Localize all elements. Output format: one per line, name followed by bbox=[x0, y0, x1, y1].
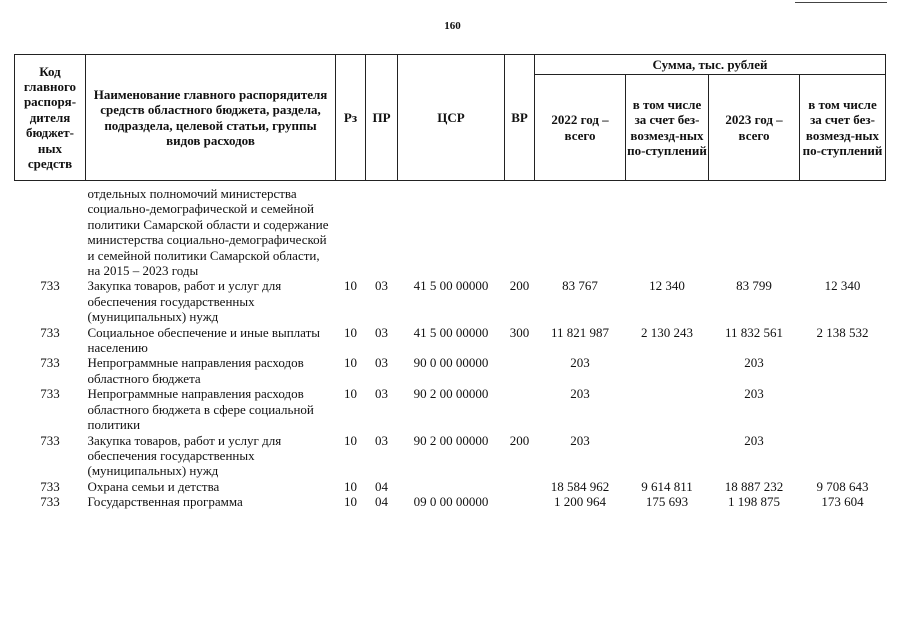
row-2022-total: 11 821 987 bbox=[550, 324, 610, 340]
row-2023-total: 203 bbox=[744, 355, 764, 371]
row-2023-total: 203 bbox=[744, 432, 764, 448]
row-2022-grants bbox=[626, 355, 709, 386]
row-csr: 90 2 00 00000 bbox=[413, 432, 489, 448]
row-csr: 90 0 00 00000 bbox=[413, 355, 489, 371]
row-name: Закупка товаров, работ и услуг для обеспечения государственных (муниципальных) нужд bbox=[87, 278, 282, 325]
row-rz: 10 bbox=[344, 355, 357, 371]
row-rz: 10 bbox=[344, 494, 357, 510]
row-2022-total: 203 bbox=[570, 355, 590, 371]
header-2023-grants: в том числе за счет без-возмезд-ных по-ступлений bbox=[800, 75, 886, 181]
row-2022-grants: 2 130 243 bbox=[641, 324, 693, 340]
row-vr: 200 bbox=[509, 432, 530, 448]
row-2023-grants bbox=[800, 386, 886, 432]
budget-table bbox=[14, 54, 886, 510]
row-vr: 200 bbox=[509, 278, 530, 294]
row-2022-total: 1 200 964 bbox=[554, 494, 606, 510]
header-code: Код главного распоря-дителя бюджет-ных средств bbox=[15, 55, 86, 181]
row-code: 733 bbox=[40, 324, 60, 340]
row-2022-grants bbox=[626, 433, 709, 479]
row-2023-total: 11 832 561 bbox=[724, 324, 784, 340]
row-code: 733 bbox=[40, 478, 60, 494]
row-code: 733 bbox=[40, 432, 60, 448]
row-2023-grants: 9 708 643 bbox=[816, 478, 869, 494]
continuation-text: отдельных полномочий министерства социально-демографической и семейной политики Самарской области и содержание министерства социально-демографической и семейной политики Самарской области, на 2015 – 2023 годы bbox=[87, 186, 329, 279]
row-2023-grants: 173 604 bbox=[821, 494, 864, 510]
row-2023-grants: 2 138 532 bbox=[816, 324, 869, 340]
row-rz: 10 bbox=[344, 324, 357, 340]
row-2023-total: 203 bbox=[744, 386, 764, 402]
row-vr bbox=[505, 355, 535, 386]
row-rz: 10 bbox=[344, 432, 357, 448]
top-rule bbox=[795, 2, 887, 3]
row-pr: 04 bbox=[375, 494, 388, 510]
row-name: Охрана семьи и детства bbox=[87, 478, 220, 494]
row-2023-total: 18 887 232 bbox=[724, 478, 784, 494]
table-row bbox=[15, 433, 886, 479]
row-rz: 10 bbox=[344, 478, 357, 494]
row-2022-total: 83 767 bbox=[562, 278, 598, 294]
row-vr bbox=[505, 479, 535, 494]
row-2022-grants: 175 693 bbox=[645, 494, 689, 510]
row-code: 733 bbox=[40, 278, 60, 294]
row-csr: 41 5 00 00000 bbox=[413, 278, 489, 294]
row-csr: 90 2 00 00000 bbox=[413, 386, 489, 402]
table-row bbox=[15, 479, 886, 494]
row-2022-grants: 9 614 811 bbox=[641, 478, 693, 494]
row-2023-total: 1 198 875 bbox=[728, 494, 780, 510]
row-code: 733 bbox=[40, 386, 60, 402]
header-pr: ПР bbox=[366, 55, 398, 181]
row-2023-grants: 12 340 bbox=[824, 278, 861, 294]
row-vr bbox=[505, 386, 535, 432]
header-vr: ВР bbox=[505, 55, 535, 181]
row-name: Непрограммные направления расходов областного бюджета в сфере социальной политики bbox=[87, 386, 314, 433]
header-name: Наименование главного распорядителя средств областного бюджета, раздела, подраздела, целевой статьи, группы видов расходов bbox=[86, 55, 336, 181]
page-number: 160 bbox=[444, 20, 461, 32]
table-row bbox=[15, 494, 886, 509]
row-pr: 04 bbox=[375, 478, 388, 494]
row-name: Непрограммные направления расходов областного бюджета bbox=[87, 355, 304, 386]
row-code: 733 bbox=[40, 355, 60, 371]
row-pr: 03 bbox=[375, 324, 388, 340]
row-csr bbox=[398, 479, 505, 494]
row-csr: 41 5 00 00000 bbox=[413, 324, 489, 340]
table-row bbox=[15, 278, 886, 324]
row-2022-total: 203 bbox=[570, 432, 590, 448]
table-row bbox=[15, 386, 886, 432]
table-row bbox=[15, 355, 886, 386]
row-2023-total: 83 799 bbox=[736, 278, 772, 294]
row-pr: 03 bbox=[375, 355, 388, 371]
row-2023-grants bbox=[800, 355, 886, 386]
row-2023-grants bbox=[800, 433, 886, 479]
row-name: Социальное обеспечение и иные выплаты населению bbox=[87, 324, 321, 356]
row-2022-total: 203 bbox=[570, 386, 590, 402]
continuation-row bbox=[15, 181, 886, 279]
row-rz: 10 bbox=[344, 278, 357, 294]
row-name: Государственная программа bbox=[87, 494, 243, 510]
table-header bbox=[15, 55, 886, 181]
table-row bbox=[15, 325, 886, 356]
row-rz: 10 bbox=[344, 386, 357, 402]
header-2022-total: 2022 год – всего bbox=[535, 75, 626, 181]
row-2022-grants bbox=[626, 386, 709, 432]
row-2022-grants: 12 340 bbox=[649, 278, 685, 294]
row-name: Закупка товаров, работ и услуг для обеспечения государственных (муниципальных) нужд bbox=[87, 432, 282, 479]
table-body bbox=[15, 181, 886, 510]
row-2022-total: 18 584 962 bbox=[550, 478, 610, 494]
header-sum: Сумма, тыс. рублей bbox=[535, 55, 886, 75]
header-csr: ЦСР bbox=[398, 55, 505, 181]
header-2022-grants: в том числе за счет без-возмезд-ных по-ступлений bbox=[626, 75, 709, 181]
row-csr: 09 0 00 00000 bbox=[413, 494, 489, 510]
row-code: 733 bbox=[40, 494, 60, 510]
header-rz: Рз bbox=[336, 55, 366, 181]
row-pr: 03 bbox=[375, 432, 388, 448]
row-pr: 03 bbox=[375, 278, 388, 294]
row-pr: 03 bbox=[375, 386, 388, 402]
header-2023-total: 2023 год – всего bbox=[709, 75, 800, 181]
row-vr bbox=[505, 494, 535, 509]
row-vr: 300 bbox=[509, 324, 530, 340]
